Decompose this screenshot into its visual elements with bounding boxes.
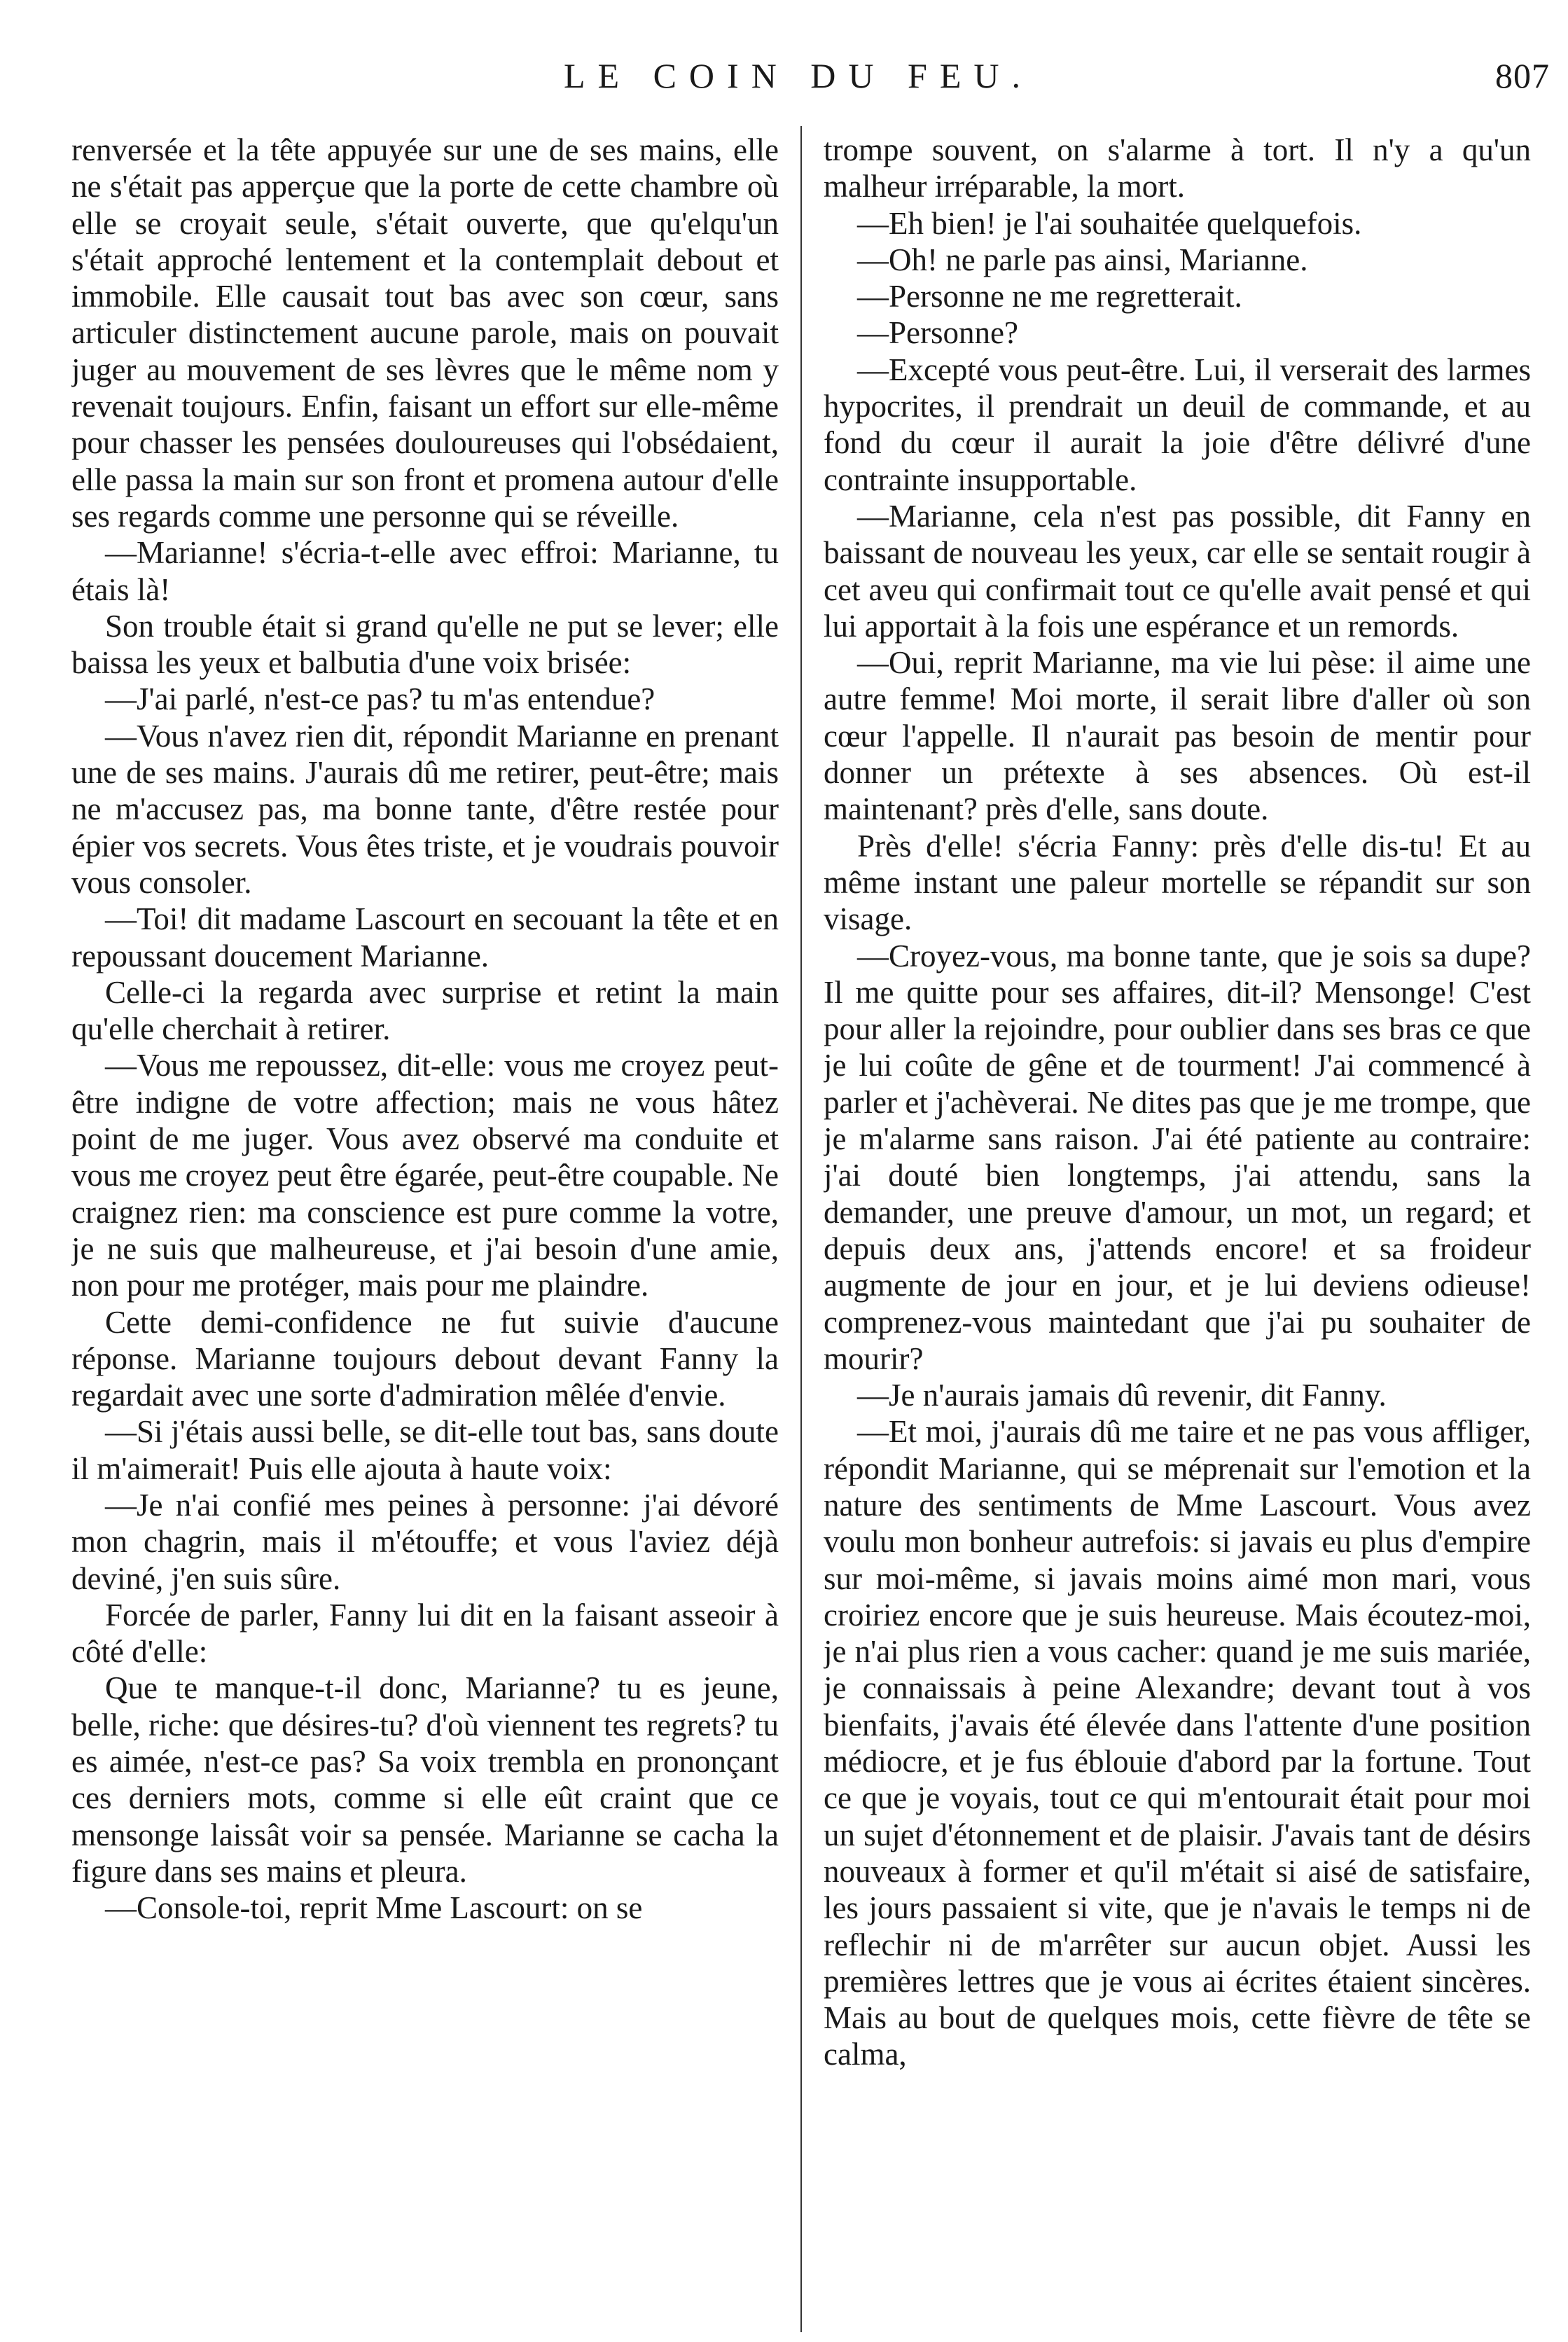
paragraph: —Marianne! s'écria-t-elle avec effroi: Marianne, tu étais là! [71,535,779,607]
paragraph: —Console-toi, reprit Mme Lascourt: on se [105,1890,643,1926]
paragraph: —Oh! ne parle pas ainsi, Marianne. [857,242,1308,277]
paragraph: —Toi! dit madame Lascourt en secouant la tête et en repoussant doucement Marianne. [71,901,779,973]
paragraph: —Et moi, j'aurais dû me taire et ne pas vous affliger, répondit Marianne, qui se méprenait sur l'emotion et la nature des sentiments de Mme Lascourt. Vous avez voulu mon bonheur autrefois: si javais eu plus d'empire sur moi-même, si javais moins aimé mon mari, vous croiriez encore que je suis heureuse. Mais écoutez-moi, je n'ai plus rien a vous cacher: quand je me suis mariée, je connaissais à peine Alexandre; devant tout à vos bienfaits, j'avais été élevée dans l'attente d'une position médiocre, et je fus éblouie d'abord par la fortune. Tout ce que je voyais, tout ce qui m'entourait était pour moi un sujet d'étonnement et de plaisir. J'avais tant de désirs nouveaux à former et qu'il m'était si aisé de satisfaire, les jours passaient si vite, que je n'avais le temps ni de reflechir ni de m'arrêter sur aucun objet. Aussi les premières lettres que je vous ai écrites étaient sincères. Mais au bout de quelques mois, cette fièvre de tête se calma, [824,1414,1531,2072]
page-number: 807 [1495,56,1550,95]
paragraph: Son trouble était si grand qu'elle ne put se lever; elle baissa les yeux et balbutia d'une voix brisée: [71,608,779,681]
left-column [71,132,779,2338]
paragraph: —Oui, reprit Marianne, ma vie lui pèse: il aime une autre femme! Moi morte, il serait libre d'aller où son cœur l'appelle. Il n'aurait pas besoin de mentir pour donner un prétexte à ses absences. Où est-il maintenant? près d'elle, sans doute. [824,645,1531,827]
paragraph: —Eh bien! je l'ai souhaitée quelquefois. [857,205,1362,241]
paragraph: —Croyez-vous, ma bonne tante, que je sois sa dupe? Il me quitte pour ses affaires, dit-il? Mensonge! C'est pour aller la rejoindre, pour oublier dans ses bras ce que je lui coûte de gêne et de tourment! J'ai commencé à parler et j'achèverai. Ne dites pas que je me trompe, que je m'alarme sans raison. J'ai été patiente au contraire: j'ai douté bien longtemps, j'ai attendu, sans la demander, une preuve d'amour, un mot, un regard; et depuis deux ans, j'attends encore! et sa froideur augmente de jour en jour, et je lui deviens odieuse! comprenez-vous maintedant que j'ai pu souhaiter de mourir? [824,938,1531,1376]
paragraph: Forcée de parler, Fanny lui dit en la faisant asseoir à côté d'elle: [71,1597,779,1670]
paragraph: Que te manque-t-il donc, Marianne? tu es jeune, belle, riche: que désires-tu? d'où viennent tes regrets? tu es aimée, n'est-ce pas? Sa voix trembla en prononçant ces derniers mots, comme si elle eût craint que ce mensonge laissât voir sa pensée. Marianne se cacha la figure dans ses mains et pleura. [71,1670,779,1889]
running-title: LE COIN DU FEU. [564,56,1033,95]
paragraph: Cette demi-confidence ne fut suivie d'aucune réponse. Marianne toujours debout devant Fanny la regardait avec une sorte d'admiration mêlée d'envie. [71,1304,779,1413]
paragraph: —Je n'ai confié mes peines à personne: j'ai dévoré mon chagrin, mais il m'étouffe; et vous l'aviez déjà deviné, j'en suis sûre. [71,1487,779,1596]
paragraph: —Personne ne me regretterait. [857,279,1242,314]
right-column [824,132,1531,2338]
paragraph: —Marianne, cela n'est pas possible, dit Fanny en baissant de nouveau les yeux, car elle se sentait rougir à cet aveu qui confirmait tout ce qu'elle avait pensé et qui lui apportait à la fois une espérance et un remords. [824,498,1531,644]
column-divider [800,126,802,2332]
paragraph: Près d'elle! s'écria Fanny: près d'elle dis-tu! Et au même instant une paleur mortelle se répandit sur son visage. [824,828,1531,937]
paragraph: —Personne? [857,315,1018,351]
paragraph: —Si j'étais aussi belle, se dit-elle tout bas, sans doute il m'aimerait! Puis elle ajouta à haute voix: [71,1414,779,1486]
paragraph: —Vous me repoussez, dit-elle: vous me croyez peut-être indigne de votre affection; mais ne vous hâtez point de me juger. Vous avez observé ma conduite et vous me croyez peut être égarée, peut-être coupable. Ne craignez rien: ma conscience est pure comme la votre, je ne suis que malheureuse, et j'ai besoin d'une amie, non pour me protéger, mais pour me plaindre. [71,1048,779,1303]
paragraph: —Excepté vous peut-être. Lui, il verserait des larmes hypocrites, il prendrait un deuil de commande, et au fond du cœur il aurait la joie d'être délivré d'une contrainte insupportable. [824,352,1531,497]
paragraph: —Je n'aurais jamais dû revenir, dit Fanny. [857,1378,1387,1413]
paragraph: renversée et la tête appuyée sur une de ses mains, elle ne s'était pas apperçue que la porte de cette chambre où elle se croyait seule, s'était ouverte, que qu'elqu'un s'était approché lentement et la contemplait debout et immobile. Elle causait tout bas avec son cœur, sans articuler distinctement aucune parole, mais on pouvait juger au mouvement de ses lèvres que le même nom y revenait toujours. Enfin, faisant un effort sur elle-même pour chasser les pensées douloureuses qui l'obsédaient, elle passa la main sur son front et promena autour d'elle ses regards comme une personne qui se réveille. [71,132,779,534]
paragraph: —Vous n'avez rien dit, répondit Marianne en prenant une de ses mains. J'aurais dû me retirer, peut-être; mais ne m'accusez pas, ma bonne tante, d'être restée pour épier vos secrets. Vous êtes triste, et je voudrais pouvoir vous consoler. [71,718,779,900]
running-head [0,55,1568,97]
paragraph: trompe souvent, on s'alarme à tort. Il n'y a qu'un malheur irréparable, la mort. [824,132,1531,205]
paragraph: Celle-ci la regarda avec surprise et retint la main qu'elle cherchait à retirer. [71,974,779,1047]
paragraph: —J'ai parlé, n'est-ce pas? tu m'as entendue? [105,681,655,717]
